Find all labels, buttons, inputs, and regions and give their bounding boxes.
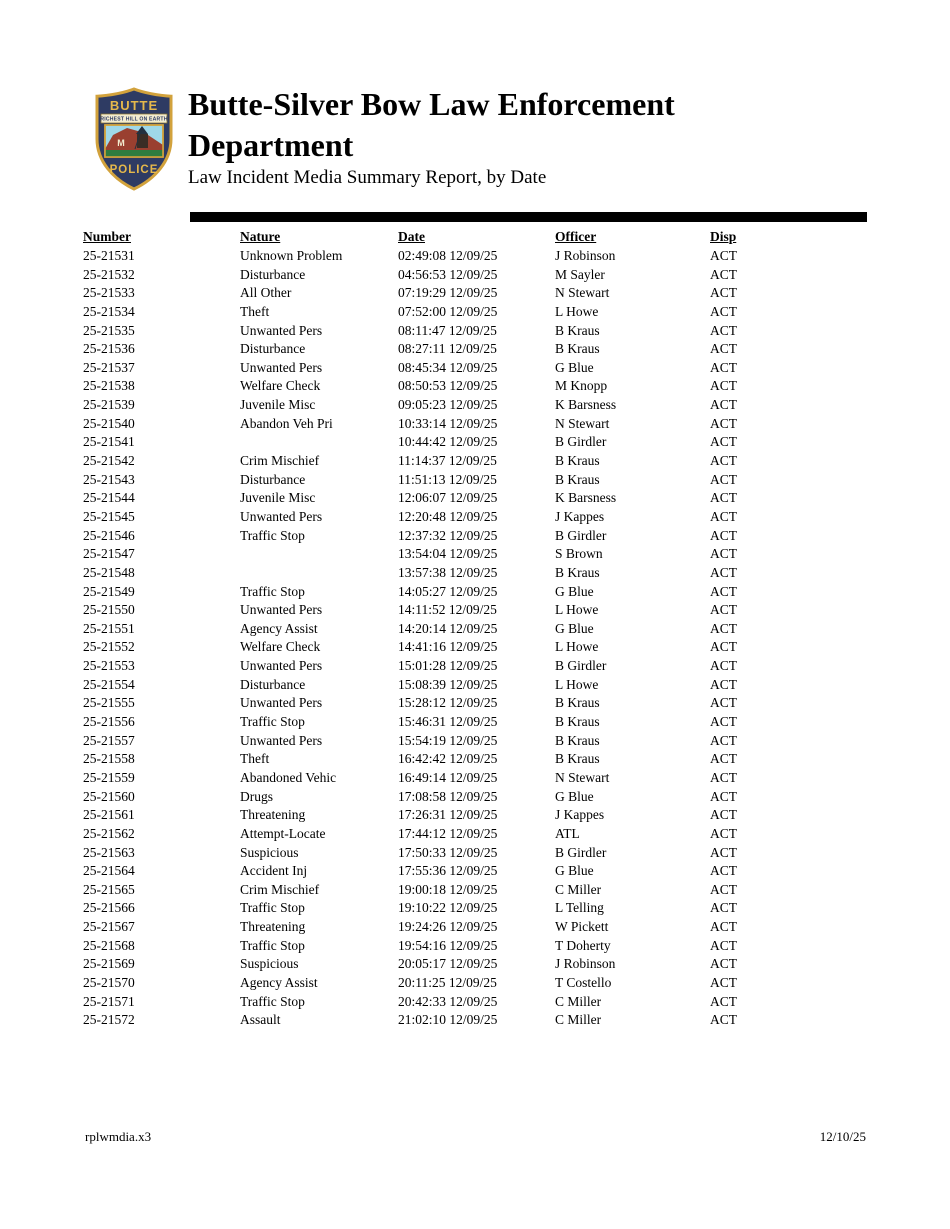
- cell-number: 25-21539: [83, 397, 135, 413]
- badge-svg: [92, 87, 176, 191]
- cell-disp: ACT: [710, 974, 737, 990]
- cell-nature: Accident Inj: [240, 863, 308, 879]
- cell-number: 25-21538: [83, 378, 135, 394]
- cell-disp: ACT: [710, 1012, 737, 1028]
- table-row: [83, 788, 773, 807]
- cell-date: 14:41:16 12/09/25: [398, 639, 498, 655]
- cell-nature: Traffic Stop: [240, 937, 305, 953]
- table-row: [83, 937, 773, 956]
- cell-disp: ACT: [710, 620, 737, 636]
- cell-officer: L Howe: [555, 602, 599, 618]
- cell-date: 07:52:00 12/09/25: [398, 303, 498, 319]
- column-header-number: Number: [83, 229, 131, 244]
- cell-officer: C Miller: [555, 1012, 602, 1028]
- cell-number: 25-21568: [83, 937, 135, 953]
- cell-disp: ACT: [710, 564, 737, 580]
- cell-number: 25-21570: [83, 974, 135, 990]
- cell-officer: G Blue: [555, 620, 594, 636]
- cell-disp: ACT: [710, 825, 737, 841]
- cell-nature: Drugs: [240, 788, 273, 804]
- cell-disp: ACT: [710, 415, 737, 431]
- cell-date: 12:37:32 12/09/25: [398, 527, 498, 543]
- cell-number: 25-21552: [83, 639, 135, 655]
- cell-date: 16:49:14 12/09/25: [398, 769, 498, 785]
- cell-number: 25-21548: [83, 564, 135, 580]
- cell-officer: C Miller: [555, 881, 602, 897]
- cell-officer: B Girdler: [555, 844, 607, 860]
- cell-nature: Attempt-Locate: [240, 825, 326, 841]
- table-row: [83, 881, 773, 900]
- cell-disp: ACT: [710, 639, 737, 655]
- table-row: [83, 377, 773, 396]
- cell-number: 25-21545: [83, 508, 135, 524]
- cell-officer: T Doherty: [555, 937, 611, 953]
- cell-officer: B Kraus: [555, 695, 600, 711]
- cell-date: 02:49:08 12/09/25: [398, 248, 498, 263]
- cell-nature: Welfare Check: [240, 378, 321, 394]
- cell-disp: ACT: [710, 527, 737, 543]
- cell-date: 15:54:19 12/09/25: [398, 732, 498, 748]
- cell-officer: K Barsness: [555, 490, 617, 506]
- cell-nature: Abandoned Vehic: [240, 769, 337, 785]
- cell-disp: ACT: [710, 303, 737, 319]
- cell-nature: Unwanted Pers: [240, 359, 323, 375]
- cell-date: 16:42:42 12/09/25: [398, 751, 498, 767]
- table-body: [83, 247, 773, 1030]
- cell-nature: Traffic Stop: [240, 583, 305, 599]
- table-row: [83, 247, 773, 266]
- cell-nature: Crim Mischief: [240, 453, 320, 469]
- cell-nature: Unwanted Pers: [240, 508, 323, 524]
- cell-disp: ACT: [710, 751, 737, 767]
- cell-date: 19:00:18 12/09/25: [398, 881, 498, 897]
- cell-number: 25-21554: [83, 676, 135, 692]
- cell-officer: T Costello: [555, 974, 612, 990]
- badge-scene-grass: [105, 150, 163, 157]
- cell-number: 25-21567: [83, 919, 135, 935]
- cell-number: 25-21565: [83, 881, 135, 897]
- table-row: [83, 266, 773, 285]
- cell-number: 25-21537: [83, 359, 135, 375]
- table-row: [83, 993, 773, 1012]
- table-row: [83, 918, 773, 937]
- cell-disp: ACT: [710, 434, 737, 450]
- table-row: [83, 899, 773, 918]
- cell-nature: Disturbance: [240, 341, 306, 357]
- cell-date: 20:05:17 12/09/25: [398, 956, 498, 972]
- cell-officer: L Howe: [555, 639, 599, 655]
- cell-disp: ACT: [710, 919, 737, 935]
- table-row: [83, 303, 773, 322]
- table-row: [83, 676, 773, 695]
- cell-officer: B Kraus: [555, 732, 600, 748]
- cell-number: 25-21533: [83, 285, 135, 301]
- table-row: [83, 489, 773, 508]
- cell-officer: L Howe: [555, 676, 599, 692]
- table-row: [83, 955, 773, 974]
- table-row: [83, 452, 773, 471]
- table-row: [83, 545, 773, 564]
- cell-disp: ACT: [710, 676, 737, 692]
- cell-date: 17:55:36 12/09/25: [398, 863, 498, 879]
- cell-date: 10:44:42 12/09/25: [398, 434, 498, 450]
- badge-banner-label: RICHEST HILL ON EARTH: [100, 116, 168, 123]
- cell-number: 25-21540: [83, 415, 135, 431]
- cell-date: 08:27:11 12/09/25: [398, 341, 497, 357]
- footer-report-id: rplwmdia.x3: [85, 1129, 152, 1144]
- cell-disp: ACT: [710, 508, 737, 524]
- cell-nature: Unwanted Pers: [240, 602, 323, 618]
- cell-date: 15:46:31 12/09/25: [398, 714, 498, 730]
- cell-disp: ACT: [710, 881, 737, 897]
- cell-officer: B Kraus: [555, 453, 600, 469]
- cell-disp: ACT: [710, 583, 737, 599]
- cell-disp: ACT: [710, 714, 737, 730]
- cell-date: 14:20:14 12/09/25: [398, 620, 498, 636]
- cell-date: 19:54:16 12/09/25: [398, 937, 498, 953]
- cell-nature: Disturbance: [240, 676, 306, 692]
- cell-nature: Unwanted Pers: [240, 658, 323, 674]
- cell-date: 17:50:33 12/09/25: [398, 844, 498, 860]
- column-header-disp: Disp: [710, 229, 737, 244]
- table-row: [83, 1011, 773, 1030]
- cell-number: 25-21559: [83, 769, 135, 785]
- cell-nature: Suspicious: [240, 844, 299, 860]
- table-row: [83, 694, 773, 713]
- cell-disp: ACT: [710, 993, 737, 1009]
- table-row: [83, 713, 773, 732]
- cell-number: 25-21564: [83, 863, 135, 879]
- cell-nature: [240, 564, 398, 583]
- cell-officer: C Miller: [555, 993, 602, 1009]
- cell-number: 25-21572: [83, 1012, 135, 1028]
- cell-disp: ACT: [710, 546, 737, 562]
- cell-officer: ATL: [555, 825, 580, 841]
- cell-officer: N Stewart: [555, 285, 610, 301]
- cell-number: 25-21558: [83, 751, 135, 767]
- cell-nature: [240, 433, 398, 452]
- cell-officer: B Kraus: [555, 714, 600, 730]
- table-row: [83, 657, 773, 676]
- table-row: [83, 732, 773, 751]
- column-header-nature: Nature: [240, 229, 281, 244]
- cell-number: 25-21536: [83, 341, 135, 357]
- table-row: [83, 862, 773, 881]
- table-row: [83, 620, 773, 639]
- cell-officer: B Kraus: [555, 471, 600, 487]
- page-title: Butte-Silver Bow Law Enforcement Department: [188, 86, 675, 163]
- cell-nature: All Other: [240, 285, 292, 301]
- cell-date: 10:33:14 12/09/25: [398, 415, 498, 431]
- cell-disp: ACT: [710, 695, 737, 711]
- cell-disp: ACT: [710, 490, 737, 506]
- cell-nature: Traffic Stop: [240, 900, 305, 916]
- cell-disp: ACT: [710, 956, 737, 972]
- cell-date: 15:01:28 12/09/25: [398, 658, 498, 674]
- cell-disp: ACT: [710, 900, 737, 916]
- cell-officer: N Stewart: [555, 769, 610, 785]
- cell-officer: G Blue: [555, 583, 594, 599]
- cell-nature: Assault: [240, 1012, 281, 1028]
- cell-disp: ACT: [710, 732, 737, 748]
- cell-disp: ACT: [710, 453, 737, 469]
- cell-number: 25-21555: [83, 695, 135, 711]
- cell-officer: B Girdler: [555, 527, 607, 543]
- cell-number: 25-21557: [83, 732, 135, 748]
- table-row: [83, 601, 773, 620]
- cell-disp: ACT: [710, 248, 737, 263]
- cell-officer: L Howe: [555, 303, 599, 319]
- cell-nature: Abandon Veh Pri: [240, 415, 333, 431]
- cell-disp: ACT: [710, 788, 737, 804]
- cell-officer: K Barsness: [555, 397, 617, 413]
- cell-officer: B Kraus: [555, 322, 600, 338]
- cell-date: 15:08:39 12/09/25: [398, 676, 498, 692]
- table-row: [83, 359, 773, 378]
- cell-date: 15:28:12 12/09/25: [398, 695, 498, 711]
- table-row: [83, 508, 773, 527]
- table-row: [83, 564, 773, 583]
- cell-date: 08:50:53 12/09/25: [398, 378, 498, 394]
- table-row: [83, 825, 773, 844]
- cell-date: 11:51:13 12/09/25: [398, 471, 497, 487]
- cell-nature: Agency Assist: [240, 620, 318, 636]
- cell-officer: M Knopp: [555, 378, 608, 394]
- cell-nature: Unwanted Pers: [240, 322, 323, 338]
- cell-nature: Threatening: [240, 919, 306, 935]
- cell-officer: J Kappes: [555, 508, 605, 524]
- cell-number: 25-21535: [83, 322, 135, 338]
- cell-officer: G Blue: [555, 359, 594, 375]
- cell-date: 20:11:25 12/09/25: [398, 974, 497, 990]
- cell-nature: Traffic Stop: [240, 527, 305, 543]
- cell-officer: L Telling: [555, 900, 604, 916]
- cell-officer: M Sayler: [555, 266, 605, 282]
- cell-number: 25-21550: [83, 602, 135, 618]
- cell-nature: Unknown Problem: [240, 248, 343, 263]
- cell-date: 19:10:22 12/09/25: [398, 900, 498, 916]
- cell-date: 20:42:33 12/09/25: [398, 993, 498, 1009]
- table-row: [83, 583, 773, 602]
- cell-nature: Agency Assist: [240, 974, 318, 990]
- cell-date: 17:44:12 12/09/25: [398, 825, 498, 841]
- badge-top-label: BUTTE: [109, 98, 159, 113]
- cell-officer: G Blue: [555, 788, 594, 804]
- cell-officer: J Robinson: [555, 956, 616, 972]
- cell-disp: ACT: [710, 863, 737, 879]
- cell-nature: Unwanted Pers: [240, 732, 323, 748]
- cell-officer: G Blue: [555, 863, 594, 879]
- cell-number: 25-21544: [83, 490, 135, 506]
- table-row: [83, 284, 773, 303]
- cell-date: 08:45:34 12/09/25: [398, 359, 498, 375]
- cell-date: 07:19:29 12/09/25: [398, 285, 498, 301]
- cell-disp: ACT: [710, 844, 737, 860]
- cell-number: 25-21562: [83, 825, 135, 841]
- cell-number: 25-21571: [83, 993, 135, 1009]
- cell-number: 25-21542: [83, 453, 135, 469]
- cell-disp: ACT: [710, 285, 737, 301]
- cell-nature: Juvenile Misc: [240, 397, 316, 413]
- cell-number: 25-21563: [83, 844, 135, 860]
- cell-disp: ACT: [710, 341, 737, 357]
- cell-nature: Suspicious: [240, 956, 299, 972]
- cell-date: 08:11:47 12/09/25: [398, 322, 497, 338]
- cell-nature: Unwanted Pers: [240, 695, 323, 711]
- table-row: [83, 974, 773, 993]
- cell-number: 25-21541: [83, 434, 135, 450]
- cell-nature: Theft: [240, 751, 270, 767]
- cell-nature: Disturbance: [240, 266, 306, 282]
- cell-date: 14:05:27 12/09/25: [398, 583, 498, 599]
- table-row: [83, 433, 773, 452]
- cell-number: 25-21532: [83, 266, 135, 282]
- cell-number: 25-21566: [83, 900, 135, 916]
- cell-nature: Traffic Stop: [240, 993, 305, 1009]
- footer-print-date: 12/10/25: [819, 1129, 866, 1144]
- cell-disp: ACT: [710, 397, 737, 413]
- cell-nature: Theft: [240, 303, 270, 319]
- table-row: [83, 340, 773, 359]
- cell-nature: [240, 545, 398, 564]
- cell-number: 25-21569: [83, 956, 135, 972]
- cell-date: 13:57:38 12/09/25: [398, 564, 498, 580]
- cell-disp: ACT: [710, 658, 737, 674]
- table-row: [83, 844, 773, 863]
- cell-date: 21:02:10 12/09/25: [398, 1012, 498, 1028]
- cell-date: 04:56:53 12/09/25: [398, 266, 498, 282]
- cell-date: 17:08:58 12/09/25: [398, 788, 498, 804]
- cell-disp: ACT: [710, 807, 737, 823]
- cell-nature: Welfare Check: [240, 639, 321, 655]
- badge-bottom-label: POLICE: [109, 164, 159, 176]
- cell-number: 25-21547: [83, 546, 135, 562]
- cell-officer: J Robinson: [555, 248, 616, 263]
- cell-disp: ACT: [710, 266, 737, 282]
- cell-number: 25-21549: [83, 583, 135, 599]
- cell-number: 25-21546: [83, 527, 135, 543]
- cell-number: 25-21560: [83, 788, 135, 804]
- cell-date: 19:24:26 12/09/25: [398, 919, 498, 935]
- table-row: [83, 638, 773, 657]
- cell-disp: ACT: [710, 602, 737, 618]
- badge-mountain-letter: M: [117, 138, 125, 148]
- table-row: [83, 396, 773, 415]
- cell-number: 25-21553: [83, 658, 135, 674]
- cell-disp: ACT: [710, 769, 737, 785]
- cell-nature: Juvenile Misc: [240, 490, 316, 506]
- cell-date: 12:20:48 12/09/25: [398, 508, 498, 524]
- cell-officer: N Stewart: [555, 415, 610, 431]
- cell-officer: W Pickett: [555, 919, 609, 935]
- cell-number: 25-21543: [83, 471, 135, 487]
- report-subtitle: Law Incident Media Summary Report, by Date: [188, 167, 547, 188]
- column-header-officer: Officer: [555, 229, 597, 244]
- cell-number: 25-21556: [83, 714, 135, 730]
- cell-nature: Threatening: [240, 807, 306, 823]
- cell-nature: Traffic Stop: [240, 714, 305, 730]
- cell-officer: B Girdler: [555, 434, 607, 450]
- cell-officer: B Kraus: [555, 564, 600, 580]
- cell-officer: S Brown: [555, 546, 603, 562]
- table-row: [83, 806, 773, 825]
- table-row: [83, 471, 773, 490]
- column-header-date: Date: [398, 229, 425, 244]
- cell-date: 12:06:07 12/09/25: [398, 490, 498, 506]
- cell-date: 13:54:04 12/09/25: [398, 546, 498, 562]
- table-header-row: [83, 228, 773, 247]
- cell-number: 25-21534: [83, 303, 135, 319]
- cell-disp: ACT: [710, 471, 737, 487]
- cell-disp: ACT: [710, 322, 737, 338]
- cell-officer: B Kraus: [555, 751, 600, 767]
- cell-number: 25-21561: [83, 807, 135, 823]
- table-row: [83, 322, 773, 341]
- table-row: [83, 415, 773, 434]
- cell-disp: ACT: [710, 378, 737, 394]
- cell-officer: B Girdler: [555, 658, 607, 674]
- badge-headframe-tower: [137, 134, 148, 148]
- divider-bar: [190, 212, 867, 222]
- cell-disp: ACT: [710, 937, 737, 953]
- cell-date: 09:05:23 12/09/25: [398, 397, 498, 413]
- cell-nature: Crim Mischief: [240, 881, 320, 897]
- table-row: [83, 750, 773, 769]
- incident-table: [83, 228, 773, 1030]
- cell-officer: B Kraus: [555, 341, 600, 357]
- butte-police-badge-icon: [92, 87, 176, 191]
- cell-date: 11:14:37 12/09/25: [398, 453, 497, 469]
- table-row: [83, 527, 773, 546]
- cell-disp: ACT: [710, 359, 737, 375]
- cell-date: 17:26:31 12/09/25: [398, 807, 498, 823]
- cell-date: 14:11:52 12/09/25: [398, 602, 497, 618]
- cell-nature: Disturbance: [240, 471, 306, 487]
- cell-number: 25-21551: [83, 620, 135, 636]
- cell-officer: J Kappes: [555, 807, 605, 823]
- table-row: [83, 769, 773, 788]
- cell-number: 25-21531: [83, 248, 135, 263]
